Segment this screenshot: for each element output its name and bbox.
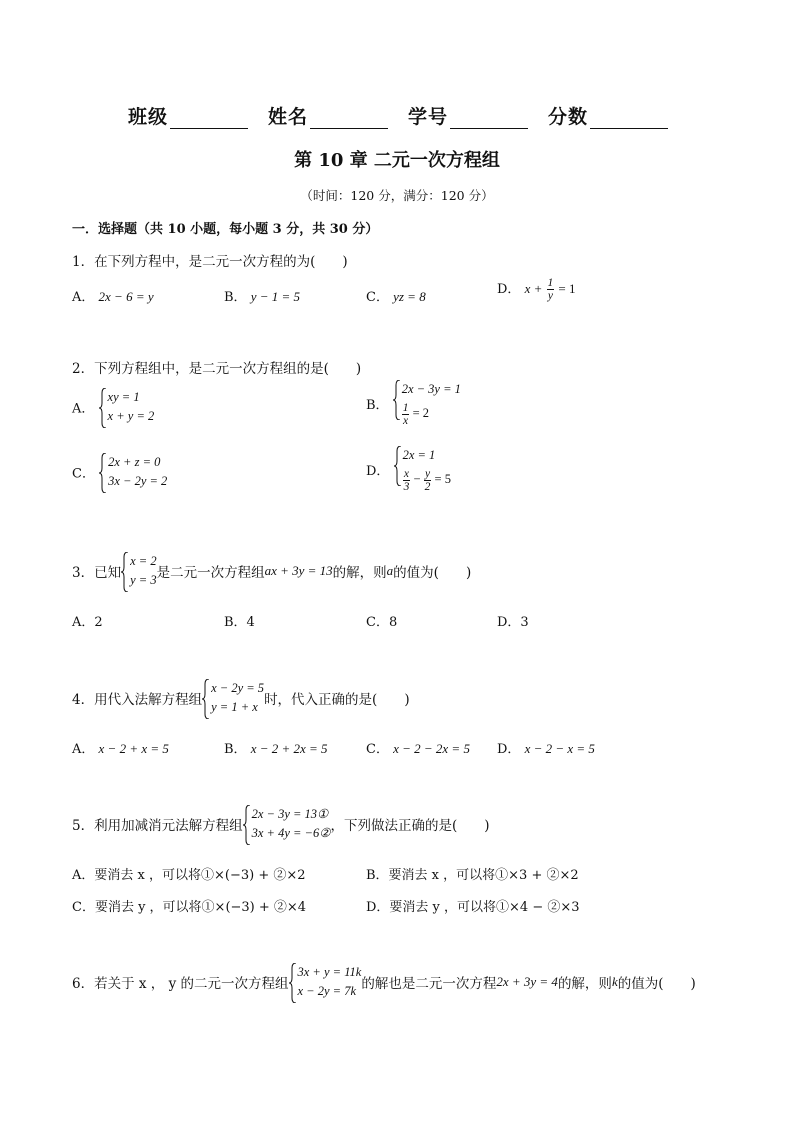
class-field	[128, 102, 248, 129]
section-heading: 一．选择题（共 10 小题，每小题 3 分，共 30 分）	[72, 222, 379, 237]
fraction: $\frac{1}{y}$	[547, 277, 554, 302]
question-1-stem: 1．在下列方程中，是二元一次方程的为( )	[72, 254, 348, 270]
q5-option-c[interactable]: C．要消去 y ，可以将①×(−3) + ②×4	[72, 900, 307, 915]
page-subtitle: （时间：120 分，满分：120 分）	[300, 188, 494, 203]
q2-option-d[interactable]: D． 2x = 1 $\frac{x}{3}$ − $\frac{y}{2}$ = 5	[366, 448, 451, 493]
equation-system: 3x + y = 11k x − 2y = 7k	[289, 963, 362, 1001]
q4-option-b[interactable]: B． x − 2 + 2x = 5	[224, 741, 328, 757]
left-brace-icon	[202, 679, 210, 719]
q1-option-a[interactable]: A． 2x − 6 = y	[72, 289, 154, 305]
q3-option-b[interactable]: B．4	[224, 615, 255, 630]
name-field	[268, 102, 388, 129]
q5-option-d[interactable]: D．要消去 y ，可以将①×4 − ②×3	[366, 900, 580, 915]
name-label: 姓名	[268, 106, 309, 128]
equation-system: 2x − 3y = 13① 3x + 4y = −6②	[243, 805, 331, 843]
q4-option-c[interactable]: C． x − 2 − 2x = 5	[366, 741, 470, 757]
equation-system: 2x − 3y = 1 $\frac{1}{x}$ = 2	[393, 380, 461, 427]
q2-option-c[interactable]: C． 2x + z = 0 3x − 2y = 2	[72, 453, 167, 491]
equation-system: 2x + z = 0 3x − 2y = 2	[99, 453, 167, 491]
left-brace-icon	[121, 552, 129, 592]
left-brace-icon	[243, 805, 251, 845]
left-brace-icon	[394, 446, 402, 486]
equation-system: x − 2y = 5 y = 1 + x	[202, 679, 264, 717]
question-2-stem: 2．下列方程组中，是二元一次方程组的是( )	[72, 361, 362, 377]
equation-system: x = 2 y = 3	[121, 552, 156, 590]
q2-option-b[interactable]: B． 2x − 3y = 1 $\frac{1}{x}$ = 2	[366, 382, 461, 427]
class-label: 班级	[128, 106, 169, 128]
q3-option-d[interactable]: D．3	[497, 615, 529, 630]
question-5-stem: 5．利用加减消元法解方程组 2x − 3y = 13① 3x + 4y = −6② ，下列做法正确的是( )	[72, 805, 490, 843]
left-brace-icon	[289, 963, 297, 1003]
question-4-stem: 4．用代入法解方程组 x − 2y = 5 y = 1 + x 时，代入正确的是( )	[72, 679, 410, 717]
score-blank[interactable]	[590, 108, 668, 129]
q4-option-a[interactable]: A． x − 2 + x = 5	[72, 741, 169, 757]
score-label: 分数	[548, 106, 589, 128]
q2-option-a[interactable]: A． xy = 1 x + y = 2	[72, 388, 154, 426]
left-brace-icon	[99, 453, 107, 493]
student-id-field	[408, 102, 528, 129]
q3-option-c[interactable]: C．8	[366, 615, 398, 630]
question-3-stem: 3．已知 x = 2 y = 3 是二元一次方程组ax + 3y = 13的解，则a的值为( )	[72, 552, 471, 590]
q5-option-a[interactable]: A．要消去 x ，可以将①×(−3) + ②×2	[72, 868, 306, 883]
q3-option-a[interactable]: A．2	[72, 615, 103, 630]
student-id-blank[interactable]	[450, 108, 528, 129]
q4-option-d[interactable]: D． x − 2 − x = 5	[497, 741, 595, 757]
question-6-stem: 6．若关于 x ， y 的二元一次方程组 3x + y = 11k x − 2y = 7k 的解也是二元一次方程2x + 3y = 4的解，则k的值为( )	[72, 963, 696, 1001]
left-brace-icon	[99, 388, 107, 428]
page-title: 第 10 章 二元一次方程组	[294, 150, 500, 171]
q1-option-c[interactable]: C． yz = 8	[366, 289, 426, 305]
q1-option-d[interactable]: D． x + $\frac{1}{y}$ = 1	[497, 277, 576, 302]
score-field	[548, 102, 668, 129]
student-id-label: 学号	[408, 106, 449, 128]
class-blank[interactable]	[170, 108, 248, 129]
q1-option-b[interactable]: B． y − 1 = 5	[224, 289, 301, 305]
q5-option-b[interactable]: B．要消去 x ，可以将①×3 + ②×2	[366, 868, 579, 883]
name-blank[interactable]	[310, 108, 388, 129]
equation-system: 2x = 1 $\frac{x}{3}$ − $\frac{y}{2}$ = 5	[394, 446, 451, 493]
left-brace-icon	[393, 380, 401, 420]
equation-system: xy = 1 x + y = 2	[99, 388, 155, 426]
